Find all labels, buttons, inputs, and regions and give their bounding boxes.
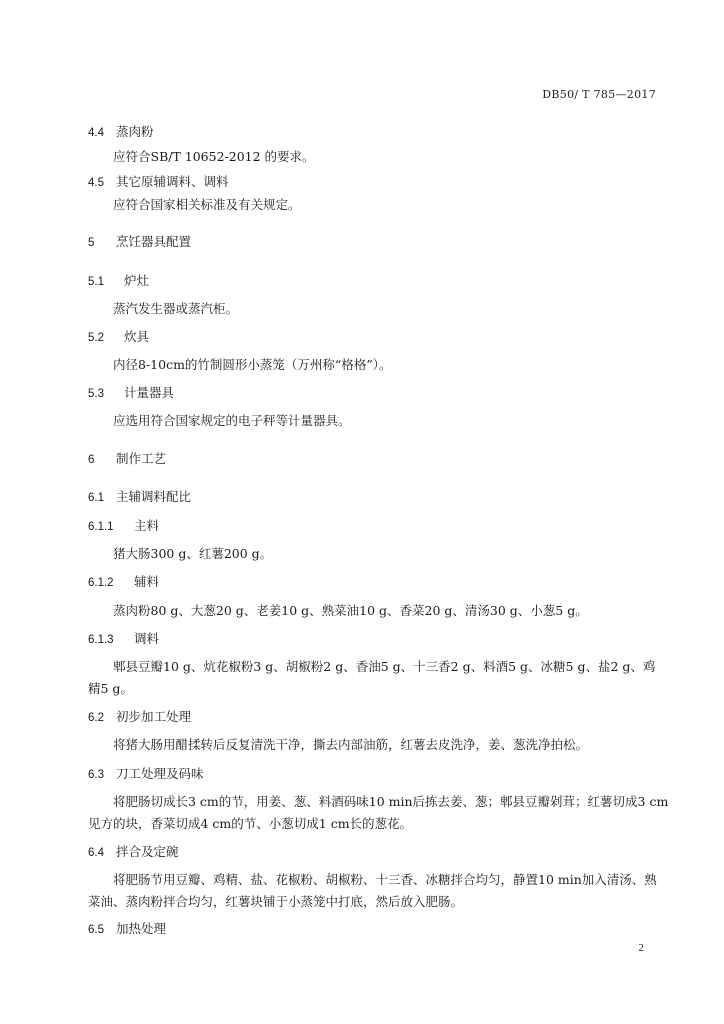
paragraph-continuation: 菜油、蒸肉粉拌合均匀，红薯块铺于小蒸笼中打底，然后放入肥肠。 — [88, 894, 464, 909]
section-number: 5 — [88, 237, 95, 249]
section-title: 调料 — [133, 631, 159, 646]
paragraph: 内径8-10cm的竹制圆形小蒸笼（万州称“格格”）。 — [113, 357, 392, 372]
section-6-1-2-heading — [88, 575, 656, 590]
section-number: 6.1.1 — [88, 521, 114, 533]
paragraph: 应选用符合国家规定的电子秤等计量器具。 — [113, 413, 351, 428]
section-6-1-1-heading — [88, 519, 656, 534]
paragraph: 将猪大肠用醋揉转后反复清洗干净，撕去内部油筋，红薯去皮洗净，姜、葱洗净拍松。 — [113, 737, 589, 752]
paragraph: 猪大肠300 g、红薯200 g。 — [113, 546, 273, 561]
section-4-4-heading — [88, 125, 656, 140]
section-title: 主辅调料配比 — [115, 489, 191, 504]
section-number: 4.5 — [88, 177, 104, 189]
section-number: 5.2 — [88, 332, 104, 344]
section-number: 6.4 — [88, 847, 104, 859]
section-title: 蒸肉粉 — [115, 124, 154, 139]
section-title: 其它原辅调料、调料 — [115, 174, 229, 189]
section-title: 辅料 — [133, 574, 159, 589]
section-title: 初步加工处理 — [115, 709, 191, 724]
section-6-1-heading — [88, 490, 656, 505]
section-title: 加热处理 — [115, 921, 166, 936]
paragraph: 应符合国家相关标准及有关规定。 — [113, 197, 301, 212]
section-title: 拌合及定碗 — [115, 844, 179, 859]
paragraph: 应符合SB/T 10652-2012 的要求。 — [113, 149, 315, 164]
page-number: 2 — [638, 942, 644, 954]
section-5-heading — [88, 235, 656, 250]
section-number: 6.3 — [88, 769, 104, 781]
section-6-1-3-heading — [88, 632, 656, 647]
section-number: 5.1 — [88, 276, 104, 288]
section-number: 6 — [88, 454, 95, 466]
section-number: 6.1.3 — [88, 634, 114, 646]
section-number: 6.5 — [88, 924, 104, 936]
section-title: 炉灶 — [123, 273, 149, 288]
section-number: 5.3 — [88, 388, 104, 400]
section-6-3-heading — [88, 767, 656, 782]
section-6-2-heading — [88, 710, 656, 725]
paragraph-continuation: 见方的块，香菜切成4 cm的节、小葱切成1 cm长的葱花。 — [88, 816, 413, 831]
section-title: 计量器具 — [123, 385, 174, 400]
section-title: 刀工处理及码味 — [115, 766, 204, 781]
section-5-3-heading — [88, 386, 656, 401]
section-6-5-heading — [88, 922, 656, 937]
section-number: 6.1.2 — [88, 577, 114, 589]
section-number: 4.4 — [88, 127, 104, 139]
section-number: 6.1 — [88, 492, 104, 504]
section-5-2-heading — [88, 330, 656, 345]
paragraph: 蒸汽发生器或蒸汽柜。 — [113, 301, 239, 316]
section-title: 炊具 — [123, 329, 149, 344]
paragraph: 郫县豆瓣10 g、炕花椒粉3 g、胡椒粉2 g、香油5 g、十三香2 g、料酒5 g、冰糖5 g、盐2 g、鸡 — [113, 659, 656, 674]
paragraph-continuation: 精5 g。 — [88, 681, 133, 696]
section-6-heading — [88, 452, 656, 467]
document-code: DB50/ T 785—2017 — [542, 88, 656, 101]
section-4-5-heading — [88, 175, 656, 190]
paragraph: 蒸肉粉80 g、大葱20 g、老姜10 g、熟菜油10 g、香菜20 g、清汤30 g、小葱5 g。 — [113, 603, 588, 618]
section-number: 6.2 — [88, 712, 104, 724]
section-6-4-heading — [88, 845, 656, 860]
paragraph: 将肥肠切成长3 cm的节，用姜、葱、料酒码味10 min后拣去姜、葱；郫县豆瓣剁茸；红薯切成3 cm — [113, 794, 669, 809]
section-title: 主料 — [133, 518, 159, 533]
paragraph: 将肥肠节用豆瓣、鸡精、盐、花椒粉、胡椒粉、十三香、冰糖拌合均匀，静置10 min加入清汤、熟 — [113, 872, 657, 887]
section-title: 制作工艺 — [115, 451, 166, 466]
section-title: 烹饪器具配置 — [115, 234, 191, 249]
section-5-1-heading — [88, 274, 656, 289]
